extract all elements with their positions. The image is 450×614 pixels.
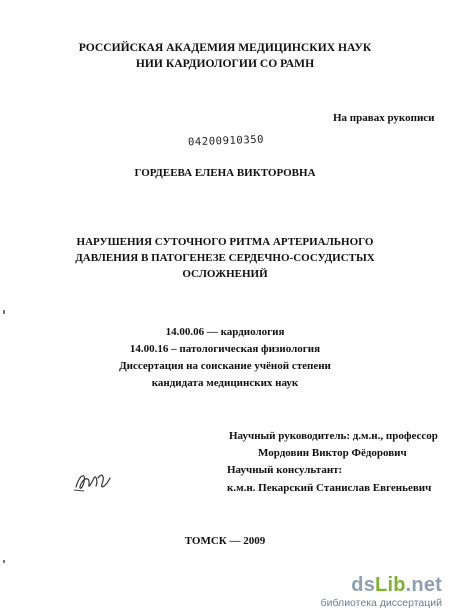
institute-name: НИИ КАРДИОЛОГИИ СО РАМН xyxy=(135,57,315,70)
advisor-label: Научный руководитель: д.м.н., профессор xyxy=(229,430,438,442)
handwritten-signature-icon xyxy=(72,468,116,494)
city-year: ТОМСК — 2009 xyxy=(184,535,266,547)
manuscript-note: На правах рукописи xyxy=(333,112,435,124)
degree-line-2: кандидата медицинских наук xyxy=(151,377,299,389)
specialty-1: 14.00.06 — кардиология xyxy=(165,326,285,338)
specialty-2: 14.00.16 – патологическая физиология xyxy=(129,343,321,355)
degree-line-1: Диссертация на соискание учёной степени xyxy=(119,360,331,372)
title-line-2: ДАВЛЕНИЯ В ПАТОГЕНЕЗЕ СЕРДЕЧНО-СОСУДИСТЫХ xyxy=(75,252,375,264)
dslib-watermark xyxy=(321,574,442,610)
author-name: ГОРДЕЕВА ЕЛЕНА ВИКТОРОВНА xyxy=(134,167,316,179)
consultant-name: к.м.н. Пекарский Станислав Евгеньевич xyxy=(227,482,432,494)
title-line-3: ОСЛОЖНЕНИЙ xyxy=(182,268,268,280)
watermark-logo: dsLib.net xyxy=(351,574,442,596)
academy-name: РОССИЙСКАЯ АКАДЕМИЯ МЕДИЦИНСКИХ НАУК xyxy=(78,41,372,54)
scan-mark xyxy=(3,560,5,563)
scan-mark xyxy=(3,310,5,314)
watermark-tagline: библиотека диссертаций xyxy=(320,597,442,609)
title-line-1: НАРУШЕНИЯ СУТОЧНОГО РИТМА АРТЕРИАЛЬНОГО xyxy=(76,236,374,248)
advisor-name: Мордовин Виктор Фёдорович xyxy=(258,447,407,459)
consultant-label: Научный консультант: xyxy=(227,464,343,476)
barcode-number: 04200910350 xyxy=(187,133,265,149)
